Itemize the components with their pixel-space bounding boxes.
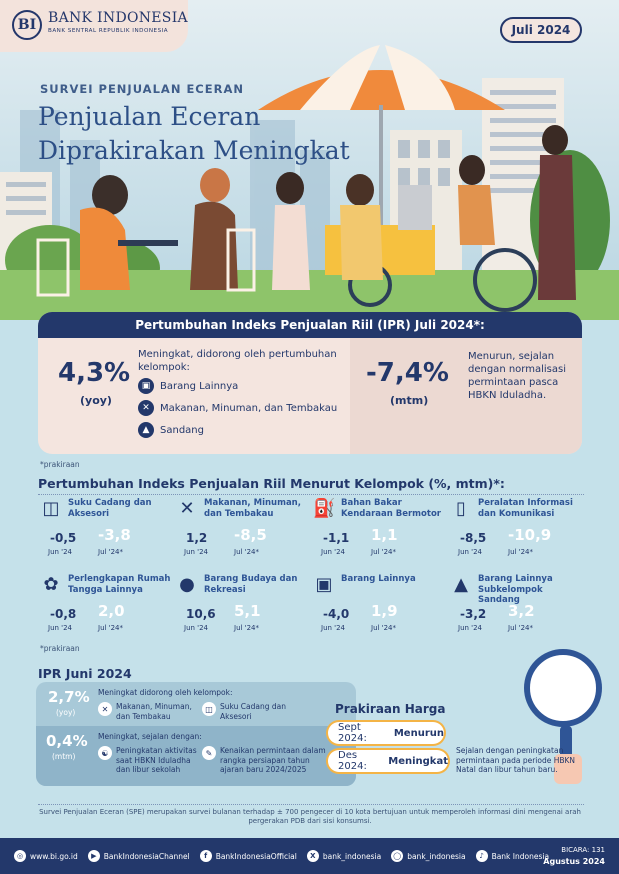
group-jun-value: -3,2 [460,607,487,621]
group-jul-value: 1,1 [371,526,398,544]
plant-icon: ✿ [43,574,59,595]
bicara-number: BICARA: 131 [561,846,605,854]
group-name: Bahan Bakar Kendaraan Bermotor [341,498,441,519]
group-jun-value: -1,1 [323,531,350,545]
june-mtm-label: (mtm) [52,752,76,761]
ipr-mtm-label: (mtm) [390,394,429,407]
ipr-yoy-desc: Meningkat, didorong oleh pertumbuhan kelompok: [138,349,337,373]
fork-knife-icon: ✕ [98,702,112,716]
social-label: Bank Indonesia [491,851,550,861]
logo-card [0,0,188,52]
hero-illustration [0,0,619,320]
fuel-nozzle-icon: ⛽ [313,498,336,519]
group-name: Perlengkapan Rumah Tangga Lainnya [68,574,171,595]
groups-section-title: Pertumbuhan Indeks Penjualan Riil Menurut Kelompok (%, mtm)*: [38,476,505,491]
jul-label: Jul '24* [371,624,397,632]
phone-icon: ▯ [456,498,466,519]
group-card [450,574,586,638]
ipr-group-item [138,422,204,438]
forecast-title: Prakiraan Harga [335,702,446,716]
ipr-mtm-panel [350,338,582,454]
group-name: Peralatan Informasi dan Komunikasi [478,498,573,519]
june-yoy-desc: Meningkat didorong oleh kelompok: [98,688,233,697]
shopping-bag-icon: ▣ [138,378,154,394]
forecast-sept-value: Menurun [393,727,444,739]
group-card [40,574,176,638]
social-link-facebook[interactable] [200,850,297,862]
page-title [38,100,350,168]
bicara-month: Agustus 2024 [543,857,605,866]
group-jul-value: -8,5 [234,526,267,544]
jun-label: Jun '24 [184,624,208,632]
group-jul-value: 5,1 [234,602,261,620]
divider [38,494,584,495]
divider [38,804,584,805]
group-name: Barang Lainnya Subkelompok Sandang [478,574,553,605]
june-mtm-desc: Meningkat, sejalan dengan: [98,732,202,741]
ipr-group-label: Barang Lainnya [160,380,239,392]
ipr-july-card [38,312,582,454]
ipr-mtm-value: -7,4% [366,358,449,388]
shirt-icon: ▲ [138,422,154,438]
jul-label: Jul '24* [234,548,260,556]
jul-label: Jul '24* [371,548,397,556]
ipr-yoy-value: 4,3% [58,358,131,388]
group-name: Makanan, Minuman, dan Tembakau [204,498,301,519]
globe-icon: ◎ [14,850,26,862]
social-label: www.bi.go.id [30,851,78,861]
shirt-icon: ▲ [454,574,468,595]
ipr-group-label: Sandang [160,424,204,436]
june-section-title: IPR Juni 2024 [38,666,132,681]
jul-label: Jul '24* [508,548,534,556]
group-jul-value: -10,9 [508,526,552,544]
group-jul-value: 2,0 [98,602,125,620]
jun-label: Jun '24 [48,548,72,556]
jul-label: Jul '24* [98,548,124,556]
jul-label: Jul '24* [234,624,260,632]
ipr-group-item [138,378,238,394]
group-card [313,574,449,638]
logo-title: BANK INDONESIA [48,10,188,26]
x-icon: X [307,850,319,862]
social-link-youtube[interactable] [88,850,190,862]
jun-label: Jun '24 [321,548,345,556]
group-card [40,498,176,562]
june-mtm-value: 0,4% [46,732,88,750]
group-card [176,498,312,562]
ipr-yoy-label: (yoy) [80,394,112,407]
group-jun-value: -8,5 [460,531,487,545]
ipr-group-label: Makanan, Minuman, dan Tembakau [160,402,338,414]
social-label: bank_indonesia [407,851,466,861]
forecast-dec-value: Meningkat [388,755,448,767]
title-line-2: Diprakirakan Meningkat [38,136,350,165]
forecast-dec-pill [328,750,448,772]
social-link-x[interactable] [307,850,381,862]
jun-label: Jun '24 [458,624,482,632]
social-link-tiktok[interactable] [476,850,550,862]
june-mtm-item: Peningkatan aktivitas saat HBKN Iduladha dan libur sekolah [116,746,197,774]
prakiraan-note: *prakiraan [40,460,80,469]
group-name: Suku Cadang dan Aksesori [68,498,152,519]
forecast-dec-label: Des 2024: [338,750,367,772]
june-box [36,682,356,786]
group-card [450,498,586,562]
forecast-desc: Sejalan dengan peningkatan permintaan pada periode HBKN Natal dan libur tahun baru. [456,746,576,774]
june-mtm-item: Kenaikan permintaan dalam rangka persiapan tahun ajaran baru 2024/2025 [220,746,326,774]
group-card [176,574,312,638]
social-link-instagram[interactable] [391,850,465,862]
jun-label: Jun '24 [48,624,72,632]
jul-label: Jul '24* [98,624,124,632]
logo-subtitle: BANK SENTRAL REPUBLIK INDONESIA [48,28,169,34]
youtube-icon: ▶ [88,850,100,862]
forecast-sept-label: Sept 2024: [338,722,367,744]
jun-label: Jun '24 [458,548,482,556]
lower-section [0,454,619,838]
group-jun-value: 10,6 [186,607,216,621]
group-jun-value: -0,8 [50,607,77,621]
pencil-icon: ✎ [202,746,216,760]
title-line-1: Penjualan Eceran [38,102,261,131]
shopping-bag-icon: ▣ [315,574,333,595]
survey-kicker: SURVEI PENJUALAN ECERAN [40,82,244,96]
bicara-badge [543,844,605,868]
june-yoy-label: (yoy) [56,708,76,717]
car-icon: ◫ [202,702,216,716]
fork-knife-icon: ✕ [179,498,195,519]
group-jul-value: 1,9 [371,602,398,620]
social-label: BankIndonesiaChannel [103,851,190,861]
fork-knife-icon: ✕ [138,400,154,416]
prakiraan-note: *prakiraan [40,644,80,653]
june-mtm-band [36,726,356,786]
social-label: bank_indonesia [322,851,382,861]
jun-label: Jun '24 [321,624,345,632]
bank-indonesia-logo-icon: BI [12,10,42,40]
group-name: Barang Lainnya [341,574,416,584]
jun-label: Jun '24 [184,548,208,556]
drop-icon: ● [179,574,195,595]
ipr-yoy-panel [38,338,348,454]
instagram-icon: ◯ [391,850,403,862]
group-name: Barang Budaya dan Rekreasi [204,574,298,595]
tiktok-icon: ♪ [476,850,488,862]
june-yoy-item: Makanan, Minuman, dan Tembakau [116,702,192,721]
group-jun-value: -0,5 [50,531,77,545]
group-jun-value: 1,2 [186,531,208,545]
june-yoy-value: 2,7% [48,688,90,706]
people-icon: ☯ [98,746,112,760]
group-jul-value: 3,2 [508,602,535,620]
group-card [313,498,449,562]
social-label: BankIndonesiaOfficial [215,851,297,861]
car-icon: ◫ [42,498,60,519]
jul-label: Jul '24* [508,624,534,632]
ipr-group-item [138,400,337,416]
group-jul-value: -3,8 [98,526,131,544]
ipr-july-heading: Pertumbuhan Indeks Penjualan Riil (IPR) Juli 2024*: [38,312,582,338]
social-footer [0,838,619,874]
group-jun-value: -4,0 [323,607,350,621]
date-badge: Juli 2024 [500,17,582,43]
forecast-sept-pill [328,722,444,744]
survey-note: Survei Penjualan Eceran (SPE) merupakan survei bulanan terhadap ± 700 pengecer di 10 kota bertujuan untuk memperoleh informasi dini mengenai arah pergerakan PDB dari sisi konsumsi. [39,808,581,825]
facebook-icon: f [200,850,212,862]
june-yoy-item: Suku Cadang dan Aksesori [220,702,286,721]
social-link-website[interactable] [14,850,78,862]
ipr-mtm-desc: Menurun, sejalan dengan normalisasi permintaan pasca HBKN Iduladha. [468,351,566,401]
